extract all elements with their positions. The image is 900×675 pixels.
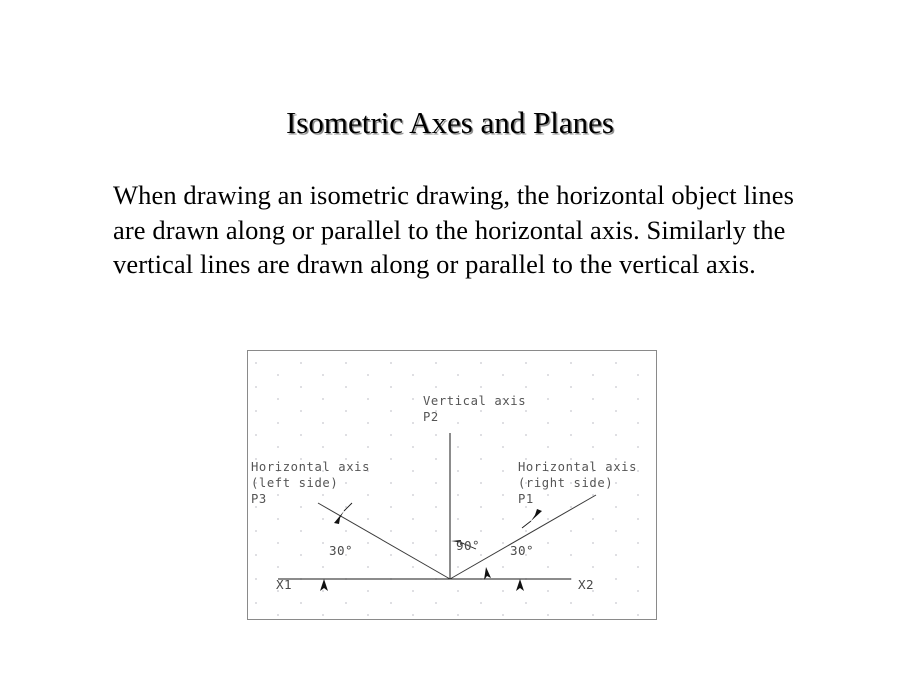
vertical-axis-label: Vertical axis [423,394,527,408]
slide-body-text: When drawing an isometric drawing, the horizontal object lines are drawn along or parallel to the horizontal axis. Similarly the vertical lines are drawn along or parallel to the vertical axis. [113,180,795,279]
left-horizontal-axis-line [318,503,450,579]
page-title: Isometric Axes and Planes [285,105,614,140]
angle-label-center: 90° [456,538,480,553]
baseline-label-right: X2 [578,577,594,592]
left-axis-sublabel: (left side) [251,476,339,490]
diagram-canvas [248,351,656,619]
left-baseline-arrowhead [320,579,328,591]
right-axis-point-label: P1 [518,492,534,506]
isometric-axes-diagram [247,350,657,620]
right-baseline-arrowhead [516,579,524,591]
left-axis-point-label: P3 [251,492,267,506]
angle-label-right: 30° [510,543,534,558]
angle-label-left: 30° [329,543,353,558]
right-axis-label: Horizontal axis [518,460,638,474]
right-horizontal-axis-line [450,495,596,579]
right-angle-30-arrowhead [484,567,491,580]
left-axis-label: Horizontal axis [251,460,371,474]
baseline-label-left: X1 [276,577,292,592]
right-axis-sublabel: (right side) [518,476,614,490]
right-axis-arrowhead [522,509,542,528]
vertical-axis-point-label: P2 [423,410,439,424]
